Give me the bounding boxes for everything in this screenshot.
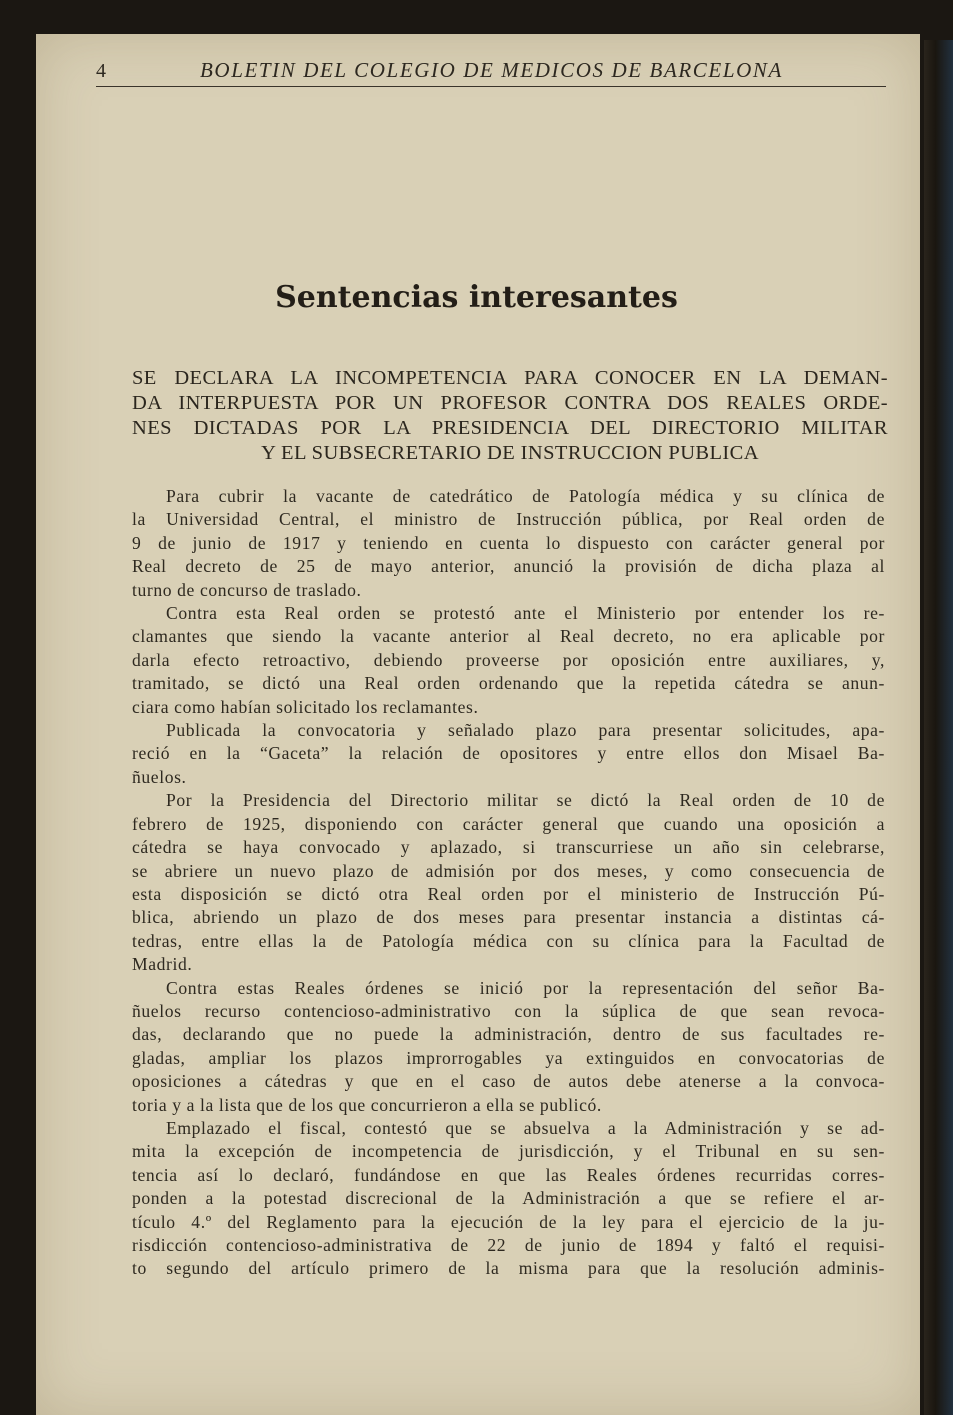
body-line: tedras, entre ellas la de Patología médica con su clínica para la Facultad de [132, 930, 885, 951]
body-line: darla efecto retroactivo, debiendo proveerse por oposición entre auxiliares, y, [132, 649, 885, 670]
article-body [132, 485, 885, 1281]
body-line: cátedra se haya convocado y aplazado, si transcurriese un año sin celebrarse, [132, 837, 885, 858]
body-line: 9 de junio de 1917 y teniendo en cuenta lo dispuesto con carácter general por [132, 532, 885, 553]
body-line: ciara como habían solicitado los reclamantes. [132, 696, 479, 717]
running-title: BOLETIN DEL COLEGIO DE MEDICOS DE BARCELONA [200, 58, 783, 82]
article-headline [132, 366, 888, 466]
body-line: clamantes que siendo la vacante anterior al Real decreto, no era aplicable por [132, 626, 885, 647]
body-line: oposiciones a cátedras y que en el caso de autos debe atenerse a la convoca- [132, 1071, 885, 1092]
body-line: se abriere un nuevo plazo de admisión por dos meses, y como consecuencia de [132, 860, 885, 881]
body-line: reció en la “Gaceta” la relación de opositores y entre ellos don Misael Ba- [132, 743, 885, 764]
body-line: Real decreto de 25 de mayo anterior, anunció la provisión de dicha plaza al [132, 556, 885, 577]
body-line: turno de concurso de traslado. [132, 579, 362, 600]
body-line: tículo 4.º del Reglamento para la ejecución de la ley para el ejercicio de la ju- [132, 1211, 885, 1232]
body-line: esta disposición se dictó otra Real orden por el ministerio de Instrucción Pú- [132, 883, 885, 904]
body-line: ñuelos. [132, 766, 187, 787]
body-line: Para cubrir la vacante de catedrático de Patología médica y su clínica de [166, 486, 885, 506]
headline-line: NES DICTADAS POR LA PRESIDENCIA DEL DIRECTORIO MILITAR [132, 417, 888, 439]
body-line: Madrid. [132, 954, 193, 975]
body-line: ñuelos recurso contencioso-administrativo con la súplica de que sean revoca- [132, 1000, 885, 1021]
body-line: toria y a la lista que de los que concurrieron a ella se publicó. [132, 1094, 602, 1115]
article-title: Sentencias interesantes [275, 280, 678, 315]
body-line: ponden a la potestad discrecional de la Administración a que se refiere el ar- [132, 1188, 885, 1209]
body-line: das, declarando que no puede la administración, dentro de sus facultades re- [132, 1024, 885, 1045]
page-number: 4 [96, 60, 106, 82]
body-line: la Universidad Central, el ministro de Instrucción pública, por Real orden de [132, 509, 885, 530]
body-line: gladas, ampliar los plazos improrrogables ya extinguidos en convocatorias de [132, 1047, 885, 1068]
body-line: tramitado, se dictó una Real orden ordenando que la repetida cátedra se anun- [132, 673, 885, 694]
headline-line: SE DECLARA LA INCOMPETENCIA PARA CONOCER EN LA DEMAN- [132, 367, 888, 389]
body-line: febrero de 1925, disponiendo con carácter general que cuando una oposición a [132, 813, 885, 834]
body-line: Por la Presidencia del Directorio militar se dictó la Real orden de 10 de [166, 790, 885, 811]
adjacent-page-edge [924, 40, 953, 1415]
body-line: Publicada la convocatoria y señalado plazo para presentar solicitudes, apa- [166, 720, 885, 741]
headline-line: Y EL SUBSECRETARIO DE INSTRUCCION PUBLICA [261, 442, 759, 464]
body-line: risdicción contencioso-administrativa de 22 de junio de 1894 y faltó el requisi- [132, 1235, 885, 1255]
body-line: Contra esta Real orden se protestó ante el Ministerio por entender los re- [166, 603, 885, 624]
body-line: Emplazado el fiscal, contestó que se absuelva a la Administración y se ad- [166, 1117, 885, 1138]
body-line: mita la excepción de incompetencia de jurisdicción, y el Tribunal en su sen- [132, 1141, 885, 1162]
body-line: Contra estas Reales órdenes se inició por la representación del señor Ba- [166, 977, 885, 998]
body-line: blica, abriendo un plazo de dos meses para presentar instancia a distintas cá- [132, 907, 885, 928]
body-line: tencia así lo declaró, fundándose en que las Reales órdenes recurridas corres- [132, 1164, 885, 1185]
running-header [96, 56, 886, 87]
headline-line: DA INTERPUESTA POR UN PROFESOR CONTRA DOS REALES ORDE- [132, 392, 888, 414]
body-line: to segundo del artículo primero de la misma para que la resolución adminis- [132, 1258, 885, 1279]
